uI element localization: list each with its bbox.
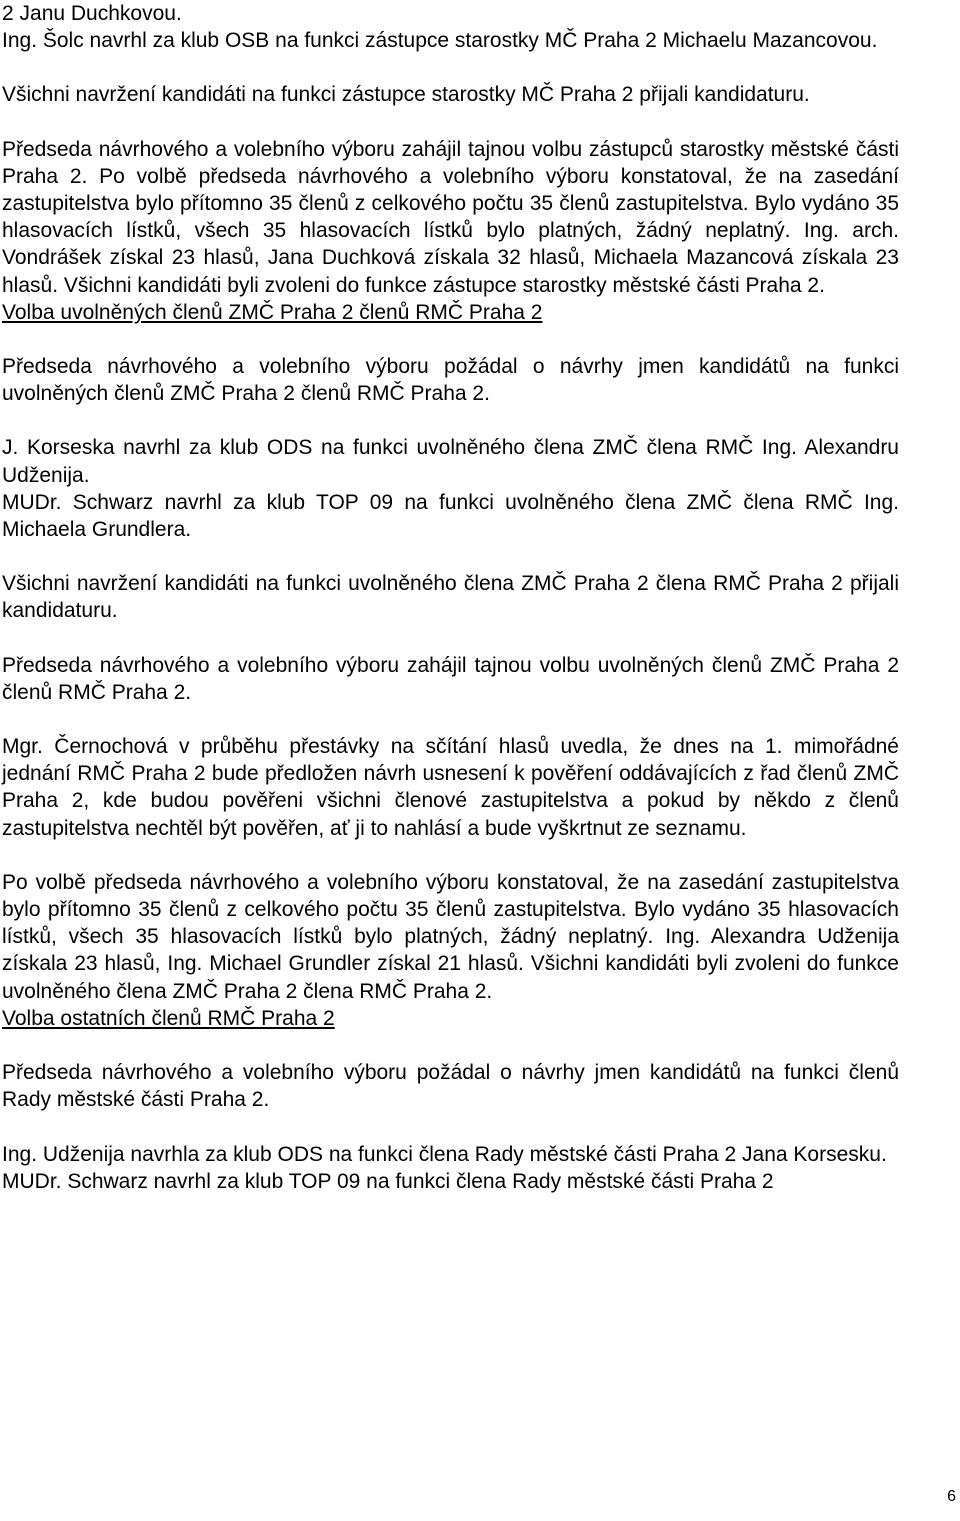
section-heading-released-members: Volba uvolněných členů ZMČ Praha 2 členů RMČ Praha 2 bbox=[2, 300, 543, 324]
nomination-udzenija: Ing. Udženija navrhla za klub ODS na funkci člena Rady městské části Praha 2 Jana Korsesku. bbox=[2, 1142, 887, 1166]
paragraph-candidates-accepted: Všichni navržení kandidáti na funkci zástupce starostky MČ Praha 2 přijali kandidaturu. bbox=[2, 83, 810, 107]
nomination-schwarz-council: MUDr. Schwarz navrhl za klub TOP 09 na funkci člena Rady městské části Praha 2 bbox=[2, 1169, 774, 1193]
paragraph-cernochova-statement: Mgr. Černochová v průběhu přestávky na sčítání hlasů uvedla, že dnes na 1. mimořádné jednání RMČ Praha 2 bude předložen návrh usnesení k pověření oddávajících z řad členů ZMČ Praha 2, kde budou pověřeni všichni členové zastupitelstva a pokud by někdo z členů zastupitelstva nechtěl být pověřen, ať ji to nahlásí a bude vyškrtnut ze seznamu. bbox=[2, 735, 899, 840]
paragraph-deputy-vote-result: Předseda návrhového a volebního výboru zahájil tajnou volbu zástupců starostky městské části Praha 2. Po volbě předseda návrhového a volebního výboru konstatoval, že na zasedání zastupitelstva bylo přítomno 35 členů z celkového počtu 35 členů zastupitelstva. Bylo vydáno 35 hlasovacích lístků, všech 35 hlasovacích lístků bylo platných, žádný neplatný. Ing. arch. Vondrášek získal 23 hlasů, Jana Duchková získala 32 hlasů, Michaela Mazancová získala 23 hlasů. Všichni kandidáti byli zvoleni do funkce zástupce starostky městské části Praha 2. bbox=[2, 137, 899, 297]
page-number: 6 bbox=[947, 1488, 956, 1505]
section-heading-other-members: Volba ostatních členů RMČ Praha 2 bbox=[2, 1006, 335, 1030]
paragraph-nominations-deputy bbox=[2, 0, 899, 54]
paragraph-nominations-members bbox=[2, 434, 899, 543]
paragraph-members-accepted: Všichni navržení kandidáti na funkci uvolněného člena ZMČ Praha 2 člena RMČ Praha 2 přijali kandidaturu. bbox=[2, 572, 899, 623]
paragraph-members-vote-result: Po volbě předseda návrhového a volebního výboru konstatoval, že na zasedání zastupitelstva bylo přítomno 35 členů z celkového počtu 35 členů zastupitelstva. Bylo vydáno 35 hlasovacích lístků, všech 35 hlasovacích lístků bylo platných, žádný neplatný. Ing. Alexandra Udženija získala 23 hlasů, Ing. Michael Grundler získal 21 hlasů. Všichni kandidáti byli zvoleni do funkce uvolněného člena ZMČ Praha 2 člena RMČ Praha 2. bbox=[2, 870, 899, 1003]
paragraph-secret-vote-start: Předseda návrhového a volebního výboru zahájil tajnou volbu uvolněných členů ZMČ Praha 2 členů RMČ Praha 2. bbox=[2, 653, 899, 704]
paragraph-request-nominations: Předseda návrhového a volebního výboru požádal o návrhy jmen kandidátů na funkci uvolněných členů ZMČ Praha 2 členů RMČ Praha 2. bbox=[2, 355, 899, 406]
nomination-korseska: J. Korseska navrhl za klub ODS na funkci uvolněného člena ZMČ člena RMČ Ing. Alexandru Udženija. bbox=[2, 436, 899, 487]
document-content bbox=[2, 0, 899, 1195]
line-janu-duchkovou: 2 Janu Duchkovou. bbox=[2, 2, 182, 25]
nomination-solc: Ing. Šolc navrhl za klub OSB na funkci zástupce starostky MČ Praha 2 Michaelu Mazancovou. bbox=[2, 29, 878, 53]
paragraph-request-council-nominations: Předseda návrhového a volebního výboru požádal o návrhy jmen kandidátů na funkci členů Rady městské části Praha 2. bbox=[2, 1061, 899, 1112]
nomination-schwarz: MUDr. Schwarz navrhl za klub TOP 09 na funkci uvolněného člena ZMČ člena RMČ Ing. Michaela Grundlera. bbox=[2, 490, 899, 542]
